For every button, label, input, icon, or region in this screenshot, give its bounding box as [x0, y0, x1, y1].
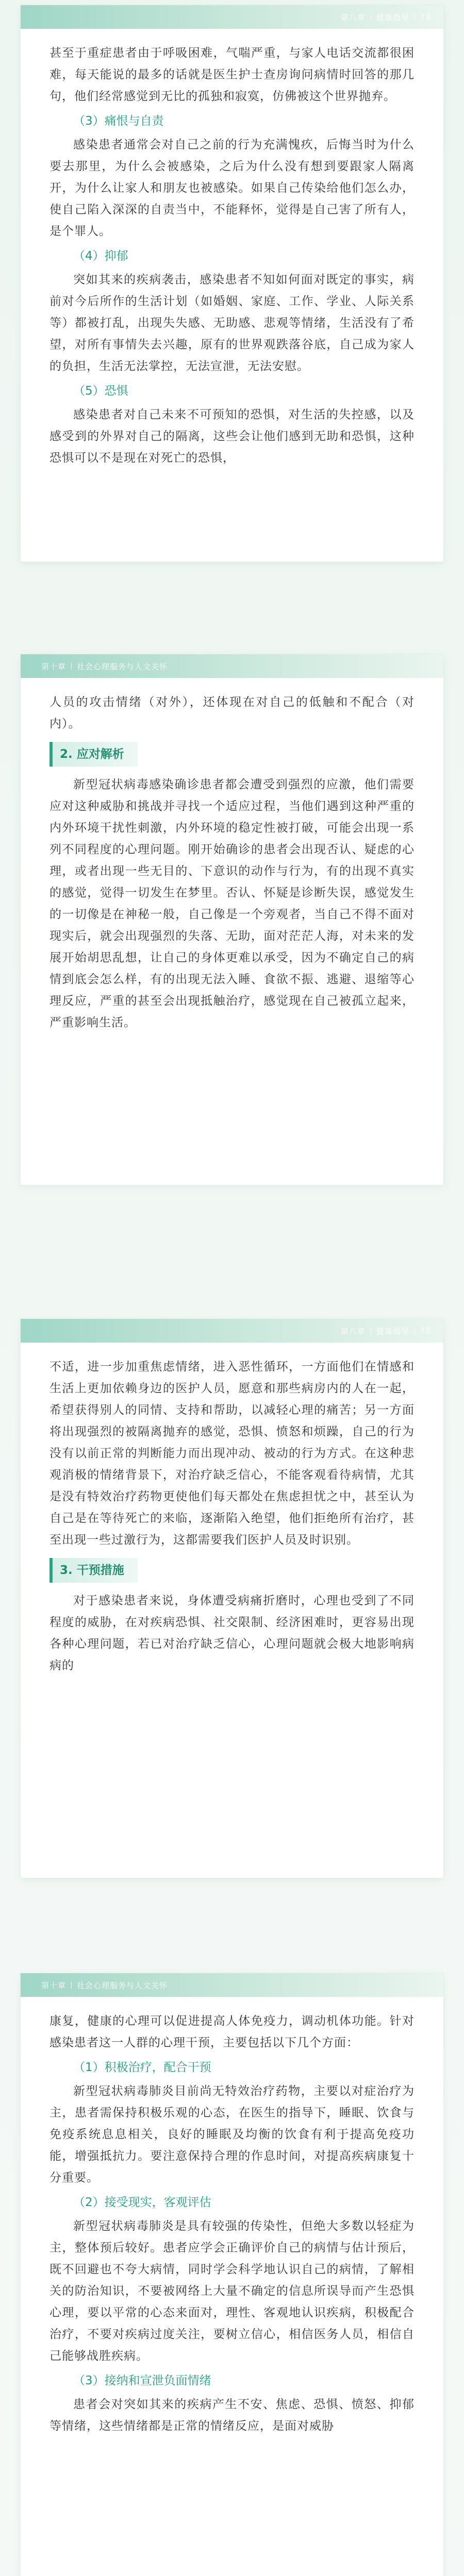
running-header — [21, 1319, 443, 1343]
section-heading — [49, 742, 415, 767]
page-content — [21, 1343, 443, 1676]
page-content — [21, 678, 443, 1033]
paragraph: 新型冠状病毒肺炎是具有较强的传染性，但绝大多数以轻症为主，整体预后较好。患者应学会正确评价自己的病情与估计预后，既不回避也不夸大病情，同时学会科学地认识自己的病情，了解相关的防治知识，不要被网络上大量不确定的信息所误导而产生恐惧心理，要以平常的心态来面对，理性、客观地认识疾病，积极配合治疗，不要对疾病过度关注，要树立信心，相信医务人员，相信自己能够战胜疾病。 — [49, 2219, 415, 2363]
book-page — [21, 5, 443, 562]
page-bottom-fade — [21, 2545, 443, 2576]
book-page — [21, 1973, 443, 2576]
paragraph: 感染患者对自己未来不可预知的恐惧，对生活的失控感，以及感受到的外界对自己的隔离，这些会让他们感到无助和恐惧，这种恐惧可以不是现在对死亡的恐惧， — [49, 408, 415, 465]
header-divider — [71, 1981, 72, 1989]
paragraph: 感染患者通常会对自己之前的行为充满愧疚，后悔当时为什么要去那里，为什么会被感染，之后为什么没有想到要跟家人隔离开，为什么让家人和朋友也被感染。如果自己传染给他们怎么办，使自己陷入深深的自责当中，不能释怀，觉得是自己害了所有人，是个罪人。 — [49, 138, 415, 238]
book-page — [21, 1319, 443, 1878]
page-bottom-fade — [21, 505, 443, 562]
paragraph: 不适，进一步加重焦虑情绪，进入恶性循环，一方面他们在情感和生活上更加依赖身边的医护人员，愿意和那些病房内的人在一起，希望获得别人的同情、支持和帮助，以减轻心理的痛苦；另一方面将出现强烈的被隔离抛弃的感觉，恐惧、愤怒和烦躁，自己的行为没有以前正常的判断能力而出现冲动、被动的行为方式。在这种悲观消极的情绪背景下，对治疗缺乏信心，不能客观看待病情，尤其是没有特效治疗药物更使他们每天都处在焦虑担忧之中，甚至认为自己是在等待死亡的来临，逐渐陷入绝望，他们拒绝所有治疗，甚至出现一些过激行为，这都需要我们医护人员及时识别。 — [49, 1360, 415, 1547]
paragraph: 新型冠状病毒感染确诊患者都会遭受到强烈的应激，他们需要应对这种威胁和挑战并寻找一个适应过程，当他们遇到这种严重的内外环境干扰性刺激，内外环境的稳定性被打破，可能会出现一系列不同程度的心理问题。刚开始确诊的患者会出现否认、疑虑的心理，或者出现一些无目的、下意识的动作与行为，有的出现不真实的感觉，觉得一切发生在梦里。否认、怀疑是诊断失误，感觉发生的一切像是在神秘一般，自己像是一个旁观者，当自己不得不面对现实后，就会出现强烈的失落、无助，面对茫茫人海，对未来的发展开始胡思乱想，让自己的身体更难以承受，因为不确定自己的病情到底会怎么样，有的出现无法入睡、食欲不振、逃避、退缩等心理反应，严重的甚至会出现抵触治疗，感觉现在自己被孤立起来，严重影响生活。 — [49, 778, 415, 1029]
page-bottom-fade — [21, 1128, 443, 1185]
page-number: 75 — [420, 1326, 431, 1335]
header-title: 健康指导 — [376, 12, 409, 22]
section-title: 2. 应对解析 — [53, 742, 138, 767]
subheading: （1）积极治疗，配合干预 — [73, 2061, 211, 2074]
section-title: 3. 干预措施 — [53, 1558, 138, 1583]
section-heading — [49, 1558, 415, 1583]
header-part: 第八章 — [340, 12, 366, 22]
paragraph: 突如其来的疾病袭击，感染患者不知如何面对既定的事实，病前对今后所作的生活计划（如婚姻、家庭、工作、学业、人际关系等）都被打乱，出现失失感、无助感、悲观等情绪，生活没有了希望，对所有事情失去兴趣，原有的世界观跌落谷底，自己成为家人的负担，生活无法掌控，无法宣泄，无法安慰。 — [49, 273, 415, 373]
header-part: 第十章 — [41, 662, 67, 671]
paragraph: 患者会对突如其来的疾病产生不安、焦虑、恐惧、愤怒、抑郁等情绪，这些情绪都是正常的情绪反应，是面对威胁 — [49, 2398, 415, 2433]
paragraph: 对于感染患者来说，身体遭受病痛折磨时，心理也受到了不同程度的威胁，在对疾病恐惧、社交限制、经济困难时，更容易出现各种心理问题，若已对治疗缺乏信心，心理问题就会极大地影响病病的 — [49, 1594, 415, 1672]
header-part: 第八章 — [340, 1326, 366, 1336]
paragraph: 人员的攻击情绪（对外），还体现在对自己的低触和不配合（对内）。 — [49, 696, 415, 731]
running-header — [21, 1973, 443, 1997]
subheading: （3）接纳和宣泄负面情绪 — [73, 2374, 211, 2387]
subheading: （5）恐惧 — [73, 384, 128, 398]
page-bottom-fade — [21, 1821, 443, 1878]
book-page — [21, 654, 443, 1185]
header-title: 社会心理服务与人文关怀 — [77, 662, 168, 671]
header-divider — [71, 663, 72, 670]
paragraph: 康复，健康的心理可以促进提高人体免疫力，调动机体功能。针对感染患者这一人群的心理干预，主要包括以下几个方面： — [49, 2014, 415, 2049]
subheading: （4）抑郁 — [73, 249, 128, 263]
header-title: 社会心理服务与人文关怀 — [77, 1980, 168, 1990]
paragraph: 甚至于重症患者由于呼吸困难，气喘严重，与家人电话交流都很困难，每天能说的最多的话就是医生护士查房询问病情时回答的那几句，他们经常感觉到无比的孤独和寂寞，仿佛被这个世界抛弃。 — [49, 46, 415, 103]
page-content — [21, 29, 443, 469]
page-number: 73 — [420, 12, 431, 22]
paragraph: 新型冠状病毒肺炎目前尚无特效治疗药物，主要以对症治疗为主，患者需保持积极乐观的心态，在医生的指导下，睡眠、饮食与免疫系统息息相关，良好的睡眠及均衡的饮食有利于提高免疫功能，增强抵抗力。要注意保持合理的作息时间，对提高疾病康复十分重要。 — [49, 2084, 415, 2184]
running-header — [21, 5, 443, 29]
running-header — [21, 654, 443, 678]
page-content — [21, 1997, 443, 2437]
header-title: 健康指导 — [376, 1326, 409, 1336]
subheading: （2）接受现实，客观评估 — [73, 2196, 211, 2209]
subheading: （3）痛恨与自责 — [73, 114, 164, 128]
header-part: 第十章 — [41, 1980, 67, 1990]
